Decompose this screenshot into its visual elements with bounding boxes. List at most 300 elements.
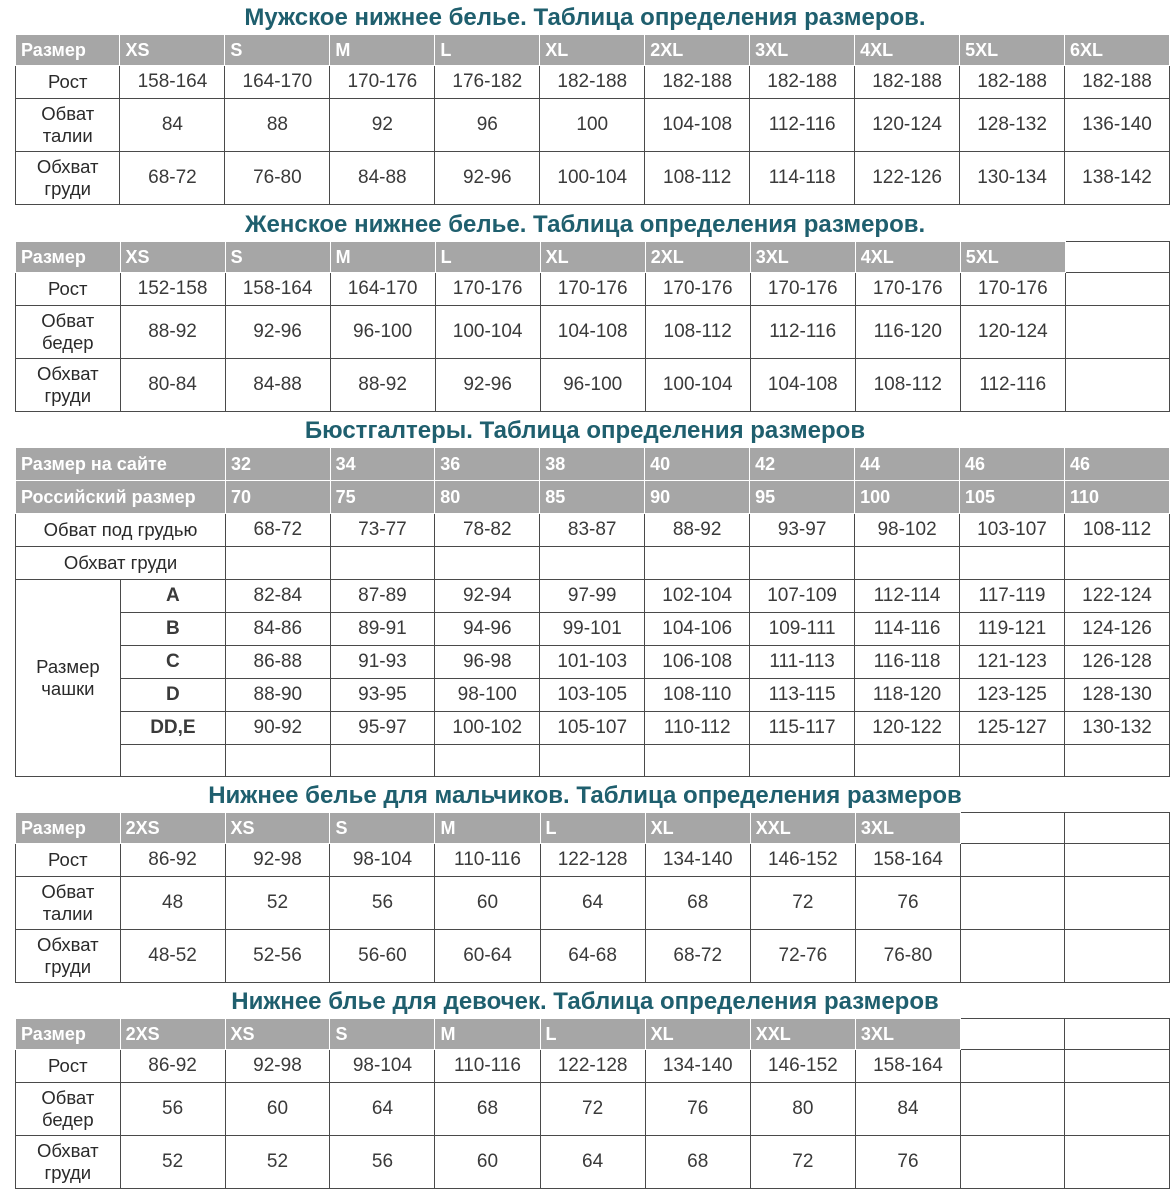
size-cell xyxy=(961,813,1065,844)
bra-header-row xyxy=(16,481,1170,514)
value-cell: 96-98 xyxy=(435,646,540,679)
size-cell: L xyxy=(540,813,645,844)
row-label: Обхват груди xyxy=(16,152,120,205)
value-cell: 114-118 xyxy=(750,152,855,205)
value-cell: 60 xyxy=(435,877,540,930)
value-cell: 119-121 xyxy=(960,613,1065,646)
value-cell: 87-89 xyxy=(330,580,435,613)
size-cell: XS xyxy=(225,813,330,844)
value-cell: 176-182 xyxy=(435,66,540,99)
boys-title: Нижнее белье для мальчиков. Таблица определения размеров xyxy=(0,779,1170,813)
size-header-row xyxy=(16,813,1170,844)
value-cell: 158-164 xyxy=(225,273,330,306)
value-cell: 52 xyxy=(225,1136,330,1189)
value-cell: 52 xyxy=(225,877,330,930)
cup-size-label: Размер чашки xyxy=(16,580,121,777)
empty-cell xyxy=(120,745,225,777)
value-cell: 122-128 xyxy=(540,844,645,877)
value-cell xyxy=(961,1136,1065,1189)
value-cell: 115-117 xyxy=(750,712,855,745)
value-cell: 84-86 xyxy=(226,613,331,646)
size-header-row xyxy=(16,242,1170,273)
value-cell: 88-92 xyxy=(645,514,750,547)
value-cell: 64 xyxy=(540,877,645,930)
table-row xyxy=(16,273,1170,306)
value-cell: 134-140 xyxy=(645,1050,750,1083)
empty-cell xyxy=(540,547,645,580)
bra-header-value: 34 xyxy=(330,448,435,481)
cup-row xyxy=(16,712,1170,745)
size-cell: M xyxy=(330,35,435,66)
value-cell: 92-94 xyxy=(435,580,540,613)
size-cell: 3XL xyxy=(855,1019,960,1050)
value-cell: 56 xyxy=(330,1136,435,1189)
bra-header-value: 75 xyxy=(330,481,435,514)
table-row xyxy=(16,306,1170,359)
value-cell: 52-56 xyxy=(225,930,330,983)
value-cell: 84 xyxy=(855,1083,960,1136)
value-cell: 104-108 xyxy=(645,99,750,152)
value-cell: 92 xyxy=(330,99,435,152)
value-cell: 96 xyxy=(435,99,540,152)
size-cell: XXL xyxy=(750,813,855,844)
value-cell: 123-125 xyxy=(960,679,1065,712)
bra-header-value: 38 xyxy=(540,448,645,481)
size-cell: XL xyxy=(645,813,750,844)
value-cell: 93-95 xyxy=(330,679,435,712)
row-label: Обват талии xyxy=(16,877,121,930)
value-cell: 110-116 xyxy=(435,844,540,877)
size-cell: L xyxy=(540,1019,645,1050)
value-cell: 97-99 xyxy=(540,580,645,613)
table-row xyxy=(16,1083,1170,1136)
size-cell: XL xyxy=(540,242,645,273)
size-cell: XL xyxy=(645,1019,750,1050)
bust-row xyxy=(16,547,1170,580)
value-cell: 108-110 xyxy=(645,679,750,712)
value-cell: 111-113 xyxy=(750,646,855,679)
bra-header-value: 32 xyxy=(226,448,331,481)
value-cell: 60 xyxy=(225,1083,330,1136)
size-cell: XL xyxy=(540,35,645,66)
value-cell: 170-176 xyxy=(330,66,435,99)
value-cell xyxy=(961,877,1065,930)
value-cell: 117-119 xyxy=(960,580,1065,613)
value-cell: 158-164 xyxy=(855,844,960,877)
value-cell: 88-90 xyxy=(226,679,331,712)
value-cell xyxy=(1065,930,1170,983)
size-header-row xyxy=(16,1019,1170,1050)
size-cell: 2XS xyxy=(120,1019,225,1050)
bras-size-table xyxy=(15,447,1170,777)
bra-header-value: 100 xyxy=(855,481,960,514)
value-cell: 101-103 xyxy=(540,646,645,679)
value-cell: 170-176 xyxy=(750,273,855,306)
value-cell: 104-106 xyxy=(645,613,750,646)
empty-cell xyxy=(750,745,855,777)
value-cell: 103-105 xyxy=(540,679,645,712)
cup-letter: DD,E xyxy=(120,712,225,745)
size-cell xyxy=(961,1019,1065,1050)
underbust-row xyxy=(16,514,1170,547)
size-cell: 5XL xyxy=(960,242,1065,273)
value-cell: 146-152 xyxy=(750,844,855,877)
value-cell: 146-152 xyxy=(750,1050,855,1083)
value-cell: 92-98 xyxy=(225,1050,330,1083)
value-cell xyxy=(1065,359,1169,412)
empty-cell xyxy=(435,745,540,777)
value-cell: 182-188 xyxy=(1065,66,1170,99)
value-cell: 130-134 xyxy=(960,152,1065,205)
bra-header-row xyxy=(16,448,1170,481)
table-row xyxy=(16,930,1170,983)
bra-header-value: 44 xyxy=(855,448,960,481)
bra-header-value: 105 xyxy=(960,481,1065,514)
table-row xyxy=(16,1136,1170,1189)
value-cell: 170-176 xyxy=(855,273,960,306)
value-cell: 78-82 xyxy=(435,514,540,547)
size-cell: S xyxy=(225,35,330,66)
bra-header-value: 90 xyxy=(645,481,750,514)
empty-row xyxy=(16,745,1170,777)
value-cell: 84 xyxy=(120,99,225,152)
cup-letter: D xyxy=(120,679,225,712)
value-cell: 118-120 xyxy=(855,679,960,712)
value-cell: 72 xyxy=(540,1083,645,1136)
value-cell: 126-128 xyxy=(1064,646,1169,679)
size-cell: M xyxy=(435,813,540,844)
value-cell: 90-92 xyxy=(226,712,331,745)
value-cell: 112-116 xyxy=(750,99,855,152)
value-cell: 113-115 xyxy=(750,679,855,712)
value-cell: 158-164 xyxy=(120,66,225,99)
value-cell: 136-140 xyxy=(1065,99,1170,152)
size-cell: XS xyxy=(120,242,225,273)
bra-header-value: 70 xyxy=(226,481,331,514)
value-cell xyxy=(1065,844,1170,877)
value-cell: 100-104 xyxy=(645,359,750,412)
table-row xyxy=(16,66,1170,99)
value-cell: 52 xyxy=(120,1136,225,1189)
empty-cell xyxy=(435,547,540,580)
size-cell: 4XL xyxy=(855,35,960,66)
value-cell: 82-84 xyxy=(226,580,331,613)
value-cell: 170-176 xyxy=(540,273,645,306)
value-cell: 95-97 xyxy=(330,712,435,745)
value-cell: 56 xyxy=(330,877,435,930)
size-cell: S xyxy=(225,242,330,273)
value-cell: 182-188 xyxy=(645,66,750,99)
value-cell xyxy=(961,1050,1065,1083)
size-header-row xyxy=(16,35,1170,66)
value-cell: 68 xyxy=(645,1136,750,1189)
value-cell xyxy=(961,844,1065,877)
size-cell: M xyxy=(435,1019,540,1050)
bra-header-value: 36 xyxy=(435,448,540,481)
size-cell: XS xyxy=(225,1019,330,1050)
value-cell: 86-92 xyxy=(120,1050,225,1083)
value-cell: 104-108 xyxy=(750,359,855,412)
size-cell: 3XL xyxy=(750,242,855,273)
value-cell: 182-188 xyxy=(960,66,1065,99)
bra-header-value: 46 xyxy=(960,448,1065,481)
value-cell: 68 xyxy=(645,877,750,930)
value-cell: 170-176 xyxy=(435,273,540,306)
value-cell: 92-96 xyxy=(435,359,540,412)
empty-cell xyxy=(226,745,331,777)
value-cell: 103-107 xyxy=(960,514,1065,547)
value-cell: 98-104 xyxy=(330,1050,435,1083)
value-cell xyxy=(1065,306,1169,359)
value-cell: 68-72 xyxy=(120,152,225,205)
value-cell: 120-124 xyxy=(855,99,960,152)
value-cell: 116-118 xyxy=(855,646,960,679)
value-cell: 60-64 xyxy=(435,930,540,983)
row-label: Обхват груди xyxy=(16,930,121,983)
bra-header-label: Размер на сайте xyxy=(16,448,226,481)
value-cell: 48-52 xyxy=(120,930,225,983)
value-cell xyxy=(1065,1136,1170,1189)
value-cell: 83-87 xyxy=(540,514,645,547)
value-cell: 138-142 xyxy=(1065,152,1170,205)
size-cell: L xyxy=(435,35,540,66)
value-cell: 68-72 xyxy=(645,930,750,983)
value-cell: 122-124 xyxy=(1064,580,1169,613)
size-cell: L xyxy=(435,242,540,273)
value-cell: 86-92 xyxy=(120,844,225,877)
table-row xyxy=(16,152,1170,205)
underbust-label: Обват под грудью xyxy=(16,514,226,547)
value-cell xyxy=(1065,1050,1170,1083)
empty-cell xyxy=(330,745,435,777)
value-cell xyxy=(961,1083,1065,1136)
value-cell: 92-96 xyxy=(225,306,330,359)
women-size-table xyxy=(15,241,1170,412)
row-label: Обват бедер xyxy=(16,306,121,359)
value-cell: 76-80 xyxy=(855,930,960,983)
row-label: Обхват груди xyxy=(16,1136,121,1189)
value-cell: 92-96 xyxy=(435,152,540,205)
cup-letter: C xyxy=(120,646,225,679)
bra-header-value: 85 xyxy=(540,481,645,514)
bra-header-value: 42 xyxy=(750,448,855,481)
value-cell: 108-112 xyxy=(645,306,750,359)
value-cell: 122-128 xyxy=(540,1050,645,1083)
men-size-table xyxy=(15,34,1170,205)
table-row xyxy=(16,877,1170,930)
value-cell xyxy=(1065,273,1169,306)
bust-label: Обхват груди xyxy=(16,547,226,580)
empty-cell xyxy=(1064,547,1169,580)
value-cell xyxy=(1065,1083,1170,1136)
value-cell: 86-88 xyxy=(226,646,331,679)
size-cell xyxy=(1065,242,1169,273)
value-cell: 80-84 xyxy=(120,359,225,412)
value-cell: 116-120 xyxy=(855,306,960,359)
value-cell: 130-132 xyxy=(1064,712,1169,745)
value-cell: 170-176 xyxy=(645,273,750,306)
value-cell: 84-88 xyxy=(225,359,330,412)
size-cell: S xyxy=(330,1019,435,1050)
value-cell: 121-123 xyxy=(960,646,1065,679)
value-cell: 100-104 xyxy=(540,152,645,205)
bra-header-value: 95 xyxy=(750,481,855,514)
cup-row xyxy=(16,613,1170,646)
row-label: Обват бедер xyxy=(16,1083,121,1136)
value-cell: 105-107 xyxy=(540,712,645,745)
value-cell: 109-111 xyxy=(750,613,855,646)
value-cell: 164-170 xyxy=(330,273,435,306)
value-cell: 120-122 xyxy=(855,712,960,745)
boys-size-table xyxy=(15,812,1170,983)
table-row xyxy=(16,99,1170,152)
size-cell: XXL xyxy=(750,1019,855,1050)
value-cell: 114-116 xyxy=(855,613,960,646)
value-cell: 108-112 xyxy=(1064,514,1169,547)
value-cell: 124-126 xyxy=(1064,613,1169,646)
value-cell: 56-60 xyxy=(330,930,435,983)
empty-cell xyxy=(855,547,960,580)
value-cell: 68 xyxy=(435,1083,540,1136)
cup-row xyxy=(16,646,1170,679)
value-cell: 76-80 xyxy=(225,152,330,205)
size-cell: 6XL xyxy=(1065,35,1170,66)
size-cell xyxy=(1065,813,1170,844)
empty-cell xyxy=(645,547,750,580)
cup-letter: A xyxy=(120,580,225,613)
value-cell: 60 xyxy=(435,1136,540,1189)
value-cell: 48 xyxy=(120,877,225,930)
bra-header-label: Российский размер xyxy=(16,481,226,514)
value-cell: 89-91 xyxy=(330,613,435,646)
value-cell: 98-100 xyxy=(435,679,540,712)
value-cell: 88-92 xyxy=(330,359,435,412)
empty-cell xyxy=(855,745,960,777)
row-label: Обват талии xyxy=(16,99,120,152)
empty-cell xyxy=(960,547,1065,580)
table-row xyxy=(16,844,1170,877)
bras-title: Бюстгалтеры. Таблица определения размеров xyxy=(0,414,1170,448)
men-title: Мужское нижнее белье. Таблица определения размеров. xyxy=(0,1,1170,35)
value-cell: 152-158 xyxy=(120,273,225,306)
value-cell: 88 xyxy=(225,99,330,152)
value-cell: 158-164 xyxy=(855,1050,960,1083)
value-cell: 108-112 xyxy=(645,152,750,205)
value-cell: 164-170 xyxy=(225,66,330,99)
value-cell: 98-104 xyxy=(330,844,435,877)
value-cell: 96-100 xyxy=(330,306,435,359)
size-cell: 2XL xyxy=(645,242,750,273)
value-cell: 100 xyxy=(540,99,645,152)
value-cell: 100-102 xyxy=(435,712,540,745)
value-cell: 94-96 xyxy=(435,613,540,646)
empty-cell xyxy=(960,745,1065,777)
row-label: Рост xyxy=(16,66,120,99)
size-cell: S xyxy=(330,813,435,844)
value-cell: 104-108 xyxy=(540,306,645,359)
value-cell: 88-92 xyxy=(120,306,225,359)
value-cell xyxy=(1065,877,1170,930)
bra-header-value: 46 xyxy=(1064,448,1169,481)
cup-row xyxy=(16,679,1170,712)
value-cell: 112-114 xyxy=(855,580,960,613)
value-cell xyxy=(961,930,1065,983)
value-cell: 182-188 xyxy=(855,66,960,99)
value-cell: 125-127 xyxy=(960,712,1065,745)
size-cell: 2XS xyxy=(120,813,225,844)
value-cell: 122-126 xyxy=(855,152,960,205)
women-title: Женское нижнее белье. Таблица определения размеров. xyxy=(0,208,1170,242)
value-cell: 128-132 xyxy=(960,99,1065,152)
value-cell: 72 xyxy=(750,1136,855,1189)
value-cell: 128-130 xyxy=(1064,679,1169,712)
bra-header-value: 110 xyxy=(1064,481,1169,514)
value-cell: 170-176 xyxy=(960,273,1065,306)
table-row xyxy=(16,359,1170,412)
empty-cell xyxy=(750,547,855,580)
size-cell: 4XL xyxy=(855,242,960,273)
bra-header-value: 40 xyxy=(645,448,750,481)
value-cell: 84-88 xyxy=(330,152,435,205)
girls-size-table xyxy=(15,1018,1170,1189)
row-label: Рост xyxy=(16,1050,121,1083)
value-cell: 100-104 xyxy=(435,306,540,359)
value-cell: 182-188 xyxy=(540,66,645,99)
empty-cell xyxy=(226,547,331,580)
value-cell: 64-68 xyxy=(540,930,645,983)
value-cell: 64 xyxy=(330,1083,435,1136)
size-label-cell: Размер xyxy=(16,35,120,66)
value-cell: 76 xyxy=(645,1083,750,1136)
value-cell: 68-72 xyxy=(226,514,331,547)
table-row xyxy=(16,1050,1170,1083)
value-cell: 93-97 xyxy=(750,514,855,547)
value-cell: 120-124 xyxy=(960,306,1065,359)
size-label-cell: Размер xyxy=(16,813,121,844)
empty-cell xyxy=(540,745,645,777)
value-cell: 107-109 xyxy=(750,580,855,613)
value-cell: 98-102 xyxy=(855,514,960,547)
value-cell: 96-100 xyxy=(540,359,645,412)
size-cell: 5XL xyxy=(960,35,1065,66)
value-cell: 106-108 xyxy=(645,646,750,679)
size-cell: 3XL xyxy=(855,813,960,844)
empty-cell xyxy=(1064,745,1169,777)
size-label-cell: Размер xyxy=(16,1019,121,1050)
value-cell: 80 xyxy=(750,1083,855,1136)
value-cell: 72-76 xyxy=(750,930,855,983)
value-cell: 182-188 xyxy=(750,66,855,99)
value-cell: 72 xyxy=(750,877,855,930)
value-cell: 110-116 xyxy=(435,1050,540,1083)
value-cell: 134-140 xyxy=(645,844,750,877)
size-cell: XS xyxy=(120,35,225,66)
girls-title: Нижнее блье для девочек. Таблица определения размеров xyxy=(0,985,1170,1019)
size-cell: 3XL xyxy=(750,35,855,66)
value-cell: 112-116 xyxy=(750,306,855,359)
value-cell: 56 xyxy=(120,1083,225,1136)
value-cell: 110-112 xyxy=(645,712,750,745)
value-cell: 64 xyxy=(540,1136,645,1189)
empty-cell xyxy=(330,547,435,580)
row-label: Рост xyxy=(16,273,121,306)
value-cell: 108-112 xyxy=(855,359,960,412)
cup-row xyxy=(16,580,1170,613)
size-cell xyxy=(1065,1019,1170,1050)
empty-cell xyxy=(645,745,750,777)
value-cell: 73-77 xyxy=(330,514,435,547)
row-label: Рост xyxy=(16,844,121,877)
